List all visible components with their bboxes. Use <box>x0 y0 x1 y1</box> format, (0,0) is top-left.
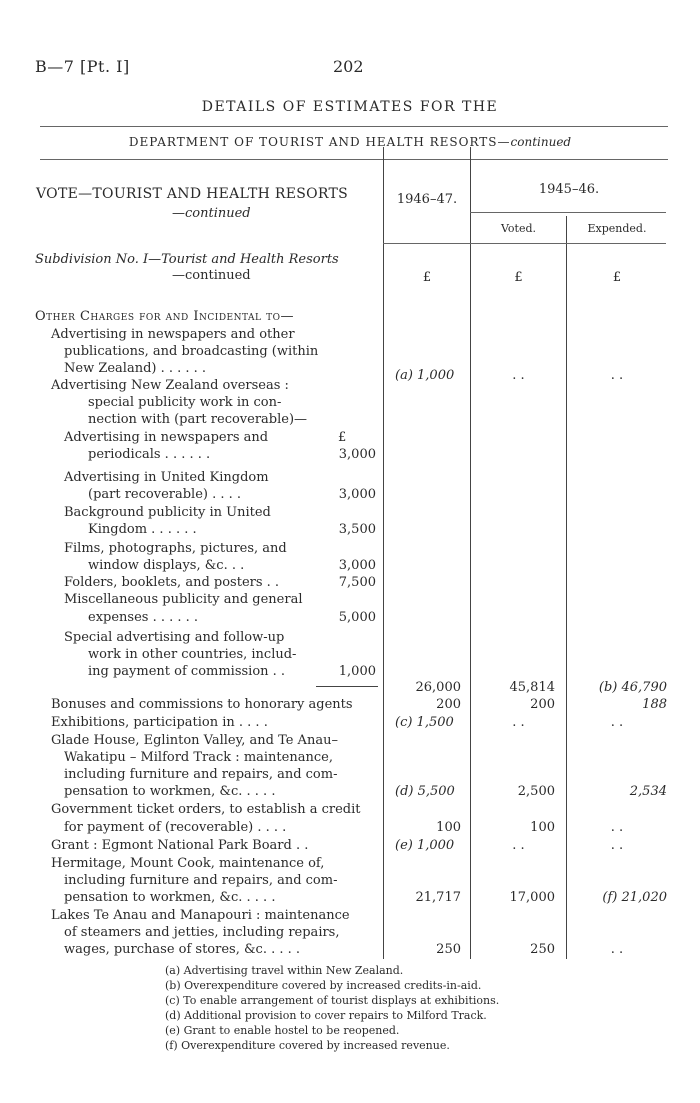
line-text: Advertising in newspapers and <box>64 430 269 445</box>
line-text: Government ticket orders, to establish a credit <box>51 802 361 817</box>
line-text: Hermitage, Mount Cook, maintenance of, <box>51 856 325 871</box>
column-header-1945-46: 1945–46. <box>538 182 600 197</box>
divider <box>40 159 668 160</box>
page-title: DETAILS OF ESTIMATES FOR THE <box>201 99 499 115</box>
document-reference: B—7 [Pt. I] <box>35 57 130 76</box>
currency-symbol: £ <box>422 270 432 285</box>
amount-1946-47: (a) 1,000 <box>395 368 455 383</box>
footnote-e: (e) Grant to enable hostel to be reopened. <box>165 1024 400 1037</box>
page-number: 202 <box>333 57 364 76</box>
divider <box>383 243 666 244</box>
sub-amount: 3,000 <box>338 487 376 502</box>
amount-expended: . . <box>610 715 624 730</box>
line-text: of steamers and jetties, including repairs, <box>64 925 340 940</box>
line-text: New Zealand) . . . . . . <box>64 361 207 376</box>
amount-voted: . . <box>512 715 525 730</box>
line-text: including furniture and repairs, and com- <box>64 873 338 888</box>
amount-1946-47: 21,717 <box>415 890 461 905</box>
line-text: including furniture and repairs, and com- <box>64 767 338 782</box>
line-text: for payment of (recoverable) . . . . <box>64 820 287 835</box>
line-text: work in other countries, includ- <box>88 647 297 662</box>
column-header-expended: Expended. <box>587 222 647 235</box>
sub-amount: 3,000 <box>338 447 376 462</box>
section-heading: Other Charges for and Incidental to— <box>35 309 294 324</box>
line-text: Advertising New Zealand overseas : <box>51 378 289 393</box>
amount-expended: . . <box>610 838 624 853</box>
footnote-d: (d) Additional provision to cover repairs to Milford Track. <box>165 1009 487 1022</box>
amount-expended: 2,534 <box>629 784 667 799</box>
line-text: Advertising in United Kingdom <box>64 470 269 485</box>
amount-1946-47: 250 <box>436 942 461 957</box>
amount-voted: 2,500 <box>517 784 555 799</box>
line-text: Glade House, Eglinton Valley, and Te Anau– <box>51 733 338 748</box>
line-text: Lakes Te Anau and Manapouri : maintenance <box>51 908 350 923</box>
currency-symbol: £ <box>514 270 523 285</box>
sub-amount: 3,000 <box>338 558 376 573</box>
line-text: nection with (part recoverable)— <box>88 412 308 427</box>
amount-expended: 188 <box>642 697 667 712</box>
subdivision-title: Subdivision No. I—Tourist and Health Resorts <box>35 252 339 267</box>
amount-1946-47: 100 <box>436 820 461 835</box>
line-text: Miscellaneous publicity and general <box>64 592 303 607</box>
amount-voted: . . <box>512 838 525 853</box>
line-text: pensation to workmen, &c. . . . . <box>64 784 276 799</box>
amount-1946-47: 200 <box>436 697 461 712</box>
line-text: ing payment of commission . . <box>88 664 286 679</box>
sub-amount: 3,500 <box>338 522 376 537</box>
amount-voted: 250 <box>530 942 555 957</box>
column-rule <box>383 147 384 959</box>
currency-symbol: £ <box>612 270 622 285</box>
subdivision-continued: —continued <box>172 268 251 283</box>
amount-voted: 100 <box>530 820 555 835</box>
footnote-c: (c) To enable arrangement of tourist displays at exhibitions. <box>165 994 500 1007</box>
amount-1946-47: (e) 1,000 <box>395 838 455 853</box>
line-text: Exhibitions, participation in . . . . <box>51 715 268 730</box>
line-text: window displays, &c. . . <box>88 558 245 573</box>
line-text: expenses . . . . . . <box>88 610 199 625</box>
sub-amount: 1,000 <box>338 664 376 679</box>
footnote-f: (f) Overexpenditure covered by increased revenue. <box>165 1039 450 1052</box>
line-text: Wakatipu – Milford Track : maintenance, <box>64 750 333 765</box>
column-header-1946-47: 1946–47. <box>396 192 458 207</box>
line-text: Bonuses and commissions to honorary agents <box>51 697 353 712</box>
line-text: Grant : Egmont National Park Board . . <box>51 838 309 853</box>
line-text: publications, and broadcasting (within <box>64 344 319 359</box>
amount-expended: (b) 46,790 <box>598 680 667 695</box>
line-text: Films, photographs, pictures, and <box>64 541 287 556</box>
amount-voted: 17,000 <box>509 890 555 905</box>
department-heading <box>0 135 700 149</box>
amount-expended: . . <box>610 942 624 957</box>
amount-1946-47: (d) 5,500 <box>395 784 455 799</box>
amount-expended: (f) 21,020 <box>602 890 667 905</box>
line-text: special publicity work in con- <box>88 395 282 410</box>
sub-amount: 5,000 <box>338 610 376 625</box>
divider <box>40 126 668 127</box>
amount-1946-47: 26,000 <box>415 680 461 695</box>
line-text: (part recoverable) . . . . <box>88 487 242 502</box>
line-text: Background publicity in United <box>64 505 271 520</box>
amount-voted: . . <box>512 368 525 383</box>
amount-expended: . . <box>610 820 624 835</box>
divider <box>470 212 666 213</box>
amount-voted: 200 <box>530 697 555 712</box>
footnote-b: (b) Overexpenditure covered by increased credits-in-aid. <box>165 979 482 992</box>
line-text: wages, purchase of stores, &c. . . . . <box>64 942 301 957</box>
line-text: Kingdom . . . . . . <box>88 522 197 537</box>
sub-currency: £ <box>338 430 347 445</box>
vote-continued: —continued <box>172 206 251 221</box>
amount-voted: 45,814 <box>509 680 555 695</box>
line-text: Folders, booklets, and posters . . <box>64 575 280 590</box>
line-text: Special advertising and follow-up <box>64 630 285 645</box>
amount-1946-47: (c) 1,500 <box>395 715 454 730</box>
line-text: periodicals . . . . . . <box>88 447 211 462</box>
column-header-voted: Voted. <box>500 222 537 235</box>
department-name: DEPARTMENT OF TOURIST AND HEALTH RESORTS— <box>128 135 511 149</box>
footnote-a: (a) Advertising travel within New Zealand. <box>165 964 404 977</box>
sub-amount: 7,500 <box>338 575 376 590</box>
department-continued: continued <box>510 135 572 149</box>
vote-title: VOTE—TOURIST AND HEALTH RESORTS <box>36 186 349 202</box>
subtotal-rule <box>316 686 378 687</box>
line-text: pensation to workmen, &c. . . . . <box>64 890 276 905</box>
line-text: Advertising in newspapers and other <box>51 327 295 342</box>
amount-expended: . . <box>610 368 624 383</box>
